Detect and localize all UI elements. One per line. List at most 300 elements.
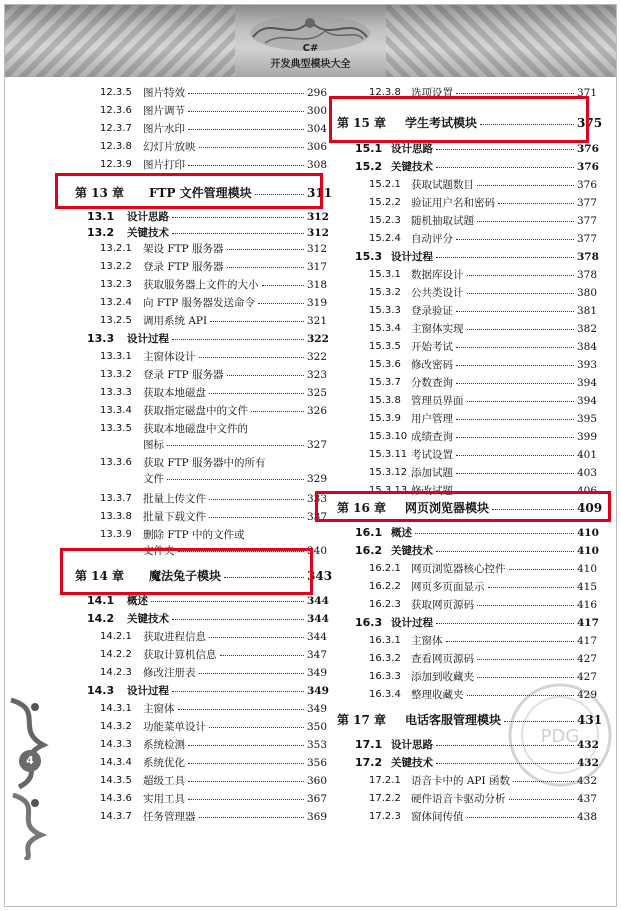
toc-entry-left-38 [100, 791, 335, 807]
toc-title: 网页浏览器模块 [405, 501, 490, 515]
toc-page-number: 377 [577, 233, 598, 245]
toc-number: 14.3.1 [100, 703, 132, 714]
toc-entry-left-16 [100, 385, 335, 401]
toc-leader-dots [436, 149, 574, 150]
toc-page-number: 304 [307, 123, 328, 135]
toc-title: 学生考试模块 [405, 116, 478, 130]
toc-leader-dots [188, 111, 304, 112]
toc-entry-left-3 [100, 139, 335, 155]
toc-entry-right-28 [355, 615, 605, 631]
toc-leader-dots [477, 185, 574, 186]
toc-page-number: 416 [577, 599, 598, 611]
toc-page-number: 300 [307, 105, 328, 117]
toc-leader-dots [188, 799, 304, 800]
toc-title: 窗体间传值 [411, 811, 464, 823]
toc-title: 分数查询 [411, 377, 453, 389]
toc-page-number: 406 [577, 485, 598, 497]
toc-title: 魔法兔子模块 [149, 569, 222, 583]
toc-entry-left-37 [100, 773, 335, 789]
header-title-csharp: C# [302, 43, 319, 54]
toc-number: 14.3.4 [100, 757, 132, 768]
toc-page-number: 306 [307, 141, 328, 153]
toc-title: 验证用户名和密码 [411, 197, 495, 209]
toc-page-number: 377 [577, 215, 598, 227]
toc-number: 13.3.3 [100, 387, 132, 398]
toc-leader-dots [227, 375, 304, 376]
toc-leader-dots [456, 239, 574, 240]
toc-entry-right-26 [369, 579, 605, 595]
toc-leader-dots [227, 249, 304, 250]
toc-page-number: 427 [577, 653, 598, 665]
toc-title: 选项设置 [411, 87, 453, 99]
toc-page-number: 349 [307, 667, 328, 679]
toc-leader-dots [467, 401, 575, 402]
toc-leader-dots [488, 587, 575, 588]
toc-leader-dots [172, 339, 304, 340]
toc-leader-dots [456, 383, 574, 384]
toc-title: 用户管理 [411, 413, 453, 425]
toc-page-number: 417 [577, 617, 599, 629]
toc-number: 14.2.3 [100, 667, 132, 678]
toc-entry-left-18 [100, 421, 335, 437]
toc-page-number: 311 [307, 186, 333, 200]
toc-title: 幻灯片放映 [143, 141, 196, 153]
toc-title: 调用系统 API [143, 315, 208, 327]
toc-number: 16.2 [355, 544, 383, 557]
toc-entry-left-0 [100, 85, 335, 101]
toc-number: 15.3.9 [369, 413, 401, 424]
toc-page-number: 417 [577, 635, 598, 647]
toc-number: 13.2.4 [100, 297, 132, 308]
toc-number: 13.3.7 [100, 493, 132, 504]
toc-entry-left-17 [100, 403, 335, 419]
toc-leader-dots [172, 233, 304, 234]
toc-title: 批量上传文件 [143, 493, 206, 505]
toc-page-number: 382 [577, 323, 598, 335]
toc-title: 主窗体实现 [411, 323, 464, 335]
toc-page-number: 353 [307, 739, 328, 751]
toc-number: 13.3.6 [100, 457, 132, 468]
toc-title: 系统检测 [143, 739, 185, 751]
toc-page-number: 415 [577, 581, 598, 593]
toc-leader-dots [477, 659, 574, 660]
toc-title: 关键技术 [391, 757, 433, 769]
toc-page-number: 410 [577, 527, 599, 539]
toc-page-number: 431 [577, 713, 603, 727]
toc-leader-dots [188, 763, 304, 764]
toc-number: 13.3.2 [100, 369, 132, 380]
toc-page-number: 356 [307, 757, 328, 769]
toc-leader-dots [415, 533, 574, 534]
toc-entry-left-22 [100, 491, 335, 507]
toc-leader-dots [188, 93, 304, 94]
toc-leader-dots [513, 781, 574, 782]
toc-number: 14.3.3 [100, 739, 132, 750]
toc-number: 14.2.2 [100, 649, 132, 660]
toc-leader-dots [456, 347, 574, 348]
toc-entry-right-20 [369, 465, 605, 481]
toc-title: 设计过程 [391, 251, 433, 263]
toc-entry-left-27 [87, 593, 335, 609]
toc-entry-right-13 [369, 339, 605, 355]
toc-title: 获取计算机信息 [143, 649, 217, 661]
toc-title: 图标 [143, 439, 164, 451]
toc-number: 13.1 [87, 210, 115, 223]
toc-title: 管理员界面 [411, 395, 464, 407]
toc-number: 15.3.5 [369, 341, 401, 352]
toc-leader-dots [262, 285, 305, 286]
toc-leader-dots [167, 479, 304, 480]
toc-number: 15.3.3 [369, 305, 401, 316]
toc-title: 功能菜单设计 [143, 721, 206, 733]
toc-entry-left-14 [100, 349, 335, 365]
toc-page-number: 322 [307, 351, 328, 363]
toc-leader-dots [456, 455, 574, 456]
toc-title: 获取本地磁盘 [143, 387, 206, 399]
toc-entry-left-23 [100, 509, 335, 525]
toc-page-number: 395 [577, 413, 598, 425]
toc-page-number: 326 [307, 405, 328, 417]
toc-entry-left-20 [100, 455, 335, 471]
toc-leader-dots [210, 321, 304, 322]
toc-entry-left-12 [100, 313, 335, 329]
toc-leader-dots [172, 691, 304, 692]
toc-entry-right-8 [355, 249, 605, 265]
toc-entry-right-32 [369, 687, 605, 703]
toc-title: 设计过程 [391, 617, 433, 629]
toc-leader-dots [498, 203, 574, 204]
toc-page-number: 344 [307, 631, 328, 643]
toc-title: 修改密码 [411, 359, 453, 371]
toc-number: 15.3.6 [369, 359, 401, 370]
toc-page-number: 427 [577, 671, 598, 683]
toc-entry-left-21 [100, 471, 335, 487]
toc-leader-dots [456, 437, 574, 438]
toc-leader-dots [188, 781, 304, 782]
toc-number: 13.2 [87, 226, 115, 239]
toc-title: 获取网页源码 [411, 599, 474, 611]
toc-number: 15.3.4 [369, 323, 401, 334]
toc-entry-left-8 [100, 241, 335, 257]
toc-page-number: 344 [307, 595, 329, 607]
toc-leader-dots [436, 551, 574, 552]
toc-number: 16.3.4 [369, 689, 401, 700]
toc-page-number: 360 [307, 775, 328, 787]
toc-number: 15.3.1 [369, 269, 401, 280]
toc-leader-dots [446, 641, 575, 642]
toc-title: 批量下载文件 [143, 511, 206, 523]
toc-entry-right-36 [369, 773, 605, 789]
toc-page-number: 376 [577, 179, 598, 191]
toc-title: 关键技术 [127, 227, 169, 239]
toc-title: FTP 文件管理模块 [149, 186, 252, 200]
page-number-badge: 4 [19, 750, 41, 772]
toc-number: 14.3.5 [100, 775, 132, 786]
toc-number: 12.3.6 [100, 105, 132, 116]
toc-entry-left-28 [87, 611, 335, 627]
toc-leader-dots [258, 303, 304, 304]
toc-page-number: 410 [577, 545, 599, 557]
highlight-box-chapter-14 [60, 548, 313, 595]
toc-entry-left-34 [100, 719, 335, 735]
toc-title: 实用工具 [143, 793, 185, 805]
toc-title: 登录验证 [411, 305, 453, 317]
toc-number: 14.1 [87, 594, 115, 607]
toc-page-number: 327 [307, 439, 328, 451]
toc-leader-dots [477, 677, 574, 678]
toc-leader-dots [467, 293, 575, 294]
toc-leader-dots [172, 217, 304, 218]
toc-entry-left-6 [87, 209, 335, 225]
toc-number: 第 14 章 [75, 569, 125, 583]
toc-number: 15.3 [355, 250, 383, 263]
toc-page-number: 432 [577, 739, 599, 751]
toc-leader-dots [209, 499, 304, 500]
toc-number: 13.3.1 [100, 351, 132, 362]
toc-leader-dots [456, 311, 574, 312]
toc-page-number: 403 [577, 467, 598, 479]
toc-title: 任务管理器 [143, 811, 196, 823]
toc-title: 修改注册表 [143, 667, 196, 679]
toc-page-number: 322 [307, 333, 329, 345]
toc-title: 修改试题 [411, 485, 453, 497]
toc-title: 设计过程 [127, 333, 169, 345]
toc-leader-dots [456, 365, 574, 366]
toc-title: 删除 FTP 中的文件或 [143, 529, 245, 541]
toc-title: 成绩查询 [411, 431, 453, 443]
toc-page-number: 429 [577, 689, 598, 701]
toc-page-number: 333 [307, 493, 328, 505]
toc-leader-dots [220, 655, 305, 656]
toc-page-number: 323 [307, 369, 328, 381]
toc-page-number: 367 [307, 793, 328, 805]
toc-leader-dots [188, 745, 304, 746]
toc-number: 第 13 章 [75, 186, 125, 200]
toc-leader-dots [209, 393, 304, 394]
toc-page-number: 296 [307, 87, 328, 99]
toc-entry-left-2 [100, 121, 335, 137]
toc-leader-dots [251, 411, 304, 412]
toc-entry-left-13 [87, 331, 335, 347]
toc-leader-dots [436, 257, 574, 258]
toc-leader-dots [456, 473, 574, 474]
toc-number: 13.3.4 [100, 405, 132, 416]
toc-entry-right-5 [369, 195, 605, 211]
toc-leader-dots [199, 357, 305, 358]
toc-entry-left-24 [100, 527, 335, 543]
toc-leader-dots [167, 445, 304, 446]
toc-title: 获取服务器上文件的大小 [143, 279, 259, 291]
toc-page-number: 350 [307, 721, 328, 733]
toc-leader-dots [199, 147, 305, 148]
toc-entry-right-31 [369, 669, 605, 685]
toc-page-number: 401 [577, 449, 598, 461]
toc-entry-right-4 [369, 177, 605, 193]
toc-entry-right-10 [369, 285, 605, 301]
toc-entry-left-19 [100, 437, 335, 453]
toc-title: 自动评分 [411, 233, 453, 245]
toc-title: 添加试题 [411, 467, 453, 479]
toc-page-number: 319 [307, 297, 328, 309]
toc-page-number: 369 [307, 811, 328, 823]
toc-page-number: 394 [577, 395, 598, 407]
toc-title: 主窗体 [143, 703, 175, 715]
toc-number: 15.3.10 [369, 431, 408, 442]
toc-entry-right-18 [369, 429, 605, 445]
toc-number: 15.2.4 [369, 233, 401, 244]
toc-leader-dots [178, 709, 305, 710]
toc-number: 15.2 [355, 160, 383, 173]
toc-leader-dots [151, 601, 304, 602]
toc-page-number: 378 [577, 269, 598, 281]
toc-title: 超级工具 [143, 775, 185, 787]
toc-number: 16.3.3 [369, 671, 401, 682]
toc-title: 概述 [127, 595, 148, 607]
toc-leader-dots [456, 419, 574, 420]
toc-number: 14.2 [87, 612, 115, 625]
toc-title: 图片特效 [143, 87, 185, 99]
toc-title: 设计思路 [127, 211, 169, 223]
toc-number: 17.1 [355, 738, 383, 751]
highlight-box-chapter-16 [315, 491, 611, 522]
toc-entry-left-30 [100, 647, 335, 663]
toc-title: 登录 FTP 服务器 [143, 261, 224, 273]
toc-number: 第 17 章 [337, 713, 387, 727]
toc-page-number: 318 [307, 279, 328, 291]
toc-number: 17.2.3 [369, 811, 401, 822]
toc-number: 15.2.1 [369, 179, 401, 190]
toc-number: 16.2.2 [369, 581, 401, 592]
toc-leader-dots [467, 695, 575, 696]
toc-title: 关键技术 [391, 161, 433, 173]
toc-number: 13.2.2 [100, 261, 132, 272]
toc-number: 12.3.5 [100, 87, 132, 98]
toc-entry-right-16 [369, 393, 605, 409]
toc-page-number: 393 [577, 359, 598, 371]
toc-number: 第 15 章 [337, 116, 387, 130]
toc-title: 关键技术 [127, 613, 169, 625]
toc-number: 15.3.8 [369, 395, 401, 406]
toc-page-number: 325 [307, 387, 328, 399]
toc-page-number: 308 [307, 159, 328, 171]
toc-number: 12.3.8 [100, 141, 132, 152]
toc-page-number: 380 [577, 287, 598, 299]
toc-page-number: 344 [307, 613, 329, 625]
toc-title: 图片打印 [143, 159, 185, 171]
toc-title: 考试设置 [411, 449, 453, 461]
toc-title: 主窗体 [411, 635, 443, 647]
toc-leader-dots [477, 605, 574, 606]
toc-entry-left-36 [100, 755, 335, 771]
toc-title: 概述 [391, 527, 412, 539]
toc-leader-dots [436, 167, 574, 168]
toc-title: 文件夹 [143, 545, 175, 557]
toc-number: 17.2.1 [369, 775, 401, 786]
toc-entry-left-31 [100, 665, 335, 681]
toc-page-number: 438 [577, 811, 598, 823]
toc-leader-dots [509, 569, 575, 570]
toc-page-number: 394 [577, 377, 598, 389]
toc-leader-dots [209, 637, 304, 638]
highlight-box-chapter-13 [55, 173, 323, 209]
toc-entry-right-7 [369, 231, 605, 247]
toc-title: 获取进程信息 [143, 631, 206, 643]
toc-entry-right-2 [355, 141, 605, 157]
toc-number: 13.2.1 [100, 243, 132, 254]
toc-title: 设计思路 [391, 143, 433, 155]
toc-entry-left-10 [100, 277, 335, 293]
page-header-banner [5, 5, 616, 77]
toc-title: 系统优化 [143, 757, 185, 769]
toc-page-number: 347 [307, 649, 328, 661]
toc-number: 16.3.2 [369, 653, 401, 664]
toc-title: 设计过程 [127, 685, 169, 697]
toc-page-number: 399 [577, 431, 598, 443]
toc-number: 16.2.1 [369, 563, 401, 574]
toc-title: 关键技术 [391, 545, 433, 557]
toc-page-number: 381 [577, 305, 598, 317]
toc-leader-dots [172, 619, 304, 620]
toc-number: 14.3 [87, 684, 115, 697]
toc-number: 15.3.2 [369, 287, 401, 298]
toc-entry-left-15 [100, 367, 335, 383]
toc-title: 公共类设计 [411, 287, 464, 299]
toc-title: 开始考试 [411, 341, 453, 353]
toc-number: 15.3.7 [369, 377, 401, 388]
toc-title: 数据库设计 [411, 269, 464, 281]
toc-entry-left-33 [100, 701, 335, 717]
toc-page-number: 312 [307, 227, 329, 239]
toc-title: 向 FTP 服务器发送命令 [143, 297, 256, 309]
toc-leader-dots [209, 517, 304, 518]
toc-page-number: 317 [307, 261, 328, 273]
toc-leader-dots [436, 745, 574, 746]
toc-leader-dots [456, 93, 574, 94]
toc-number: 16.1 [355, 526, 383, 539]
header-title-book: 开发典型模块大全 [270, 59, 351, 70]
toc-title: 架设 FTP 服务器 [143, 243, 224, 255]
toc-title: 获取 FTP 服务器中的所有 [143, 457, 266, 469]
toc-entry-right-30 [369, 651, 605, 667]
toc-leader-dots [188, 165, 304, 166]
toc-number: 14.3.2 [100, 721, 132, 732]
toc-number: 15.3.13 [369, 485, 408, 496]
toc-entry-right-33 [337, 710, 605, 730]
toc-number: 13.3.9 [100, 529, 132, 540]
toc-page-number: 329 [307, 473, 328, 485]
toc-number: 16.3 [355, 616, 383, 629]
toc-entry-left-9 [100, 259, 335, 275]
toc-title: 网页多页面显示 [411, 581, 485, 593]
toc-leader-dots [467, 275, 575, 276]
toc-entry-right-35 [355, 755, 605, 771]
toc-page-number: 349 [307, 703, 328, 715]
toc-entry-left-35 [100, 737, 335, 753]
toc-entry-left-7 [87, 225, 335, 241]
toc-page-number: 349 [307, 685, 329, 697]
toc-entry-right-27 [369, 597, 605, 613]
watermark-text: PDG [540, 726, 580, 747]
toc-entry-right-12 [369, 321, 605, 337]
toc-number: 15.1 [355, 142, 383, 155]
toc-number: 16.3.1 [369, 635, 401, 646]
toc-number: 14.2.1 [100, 631, 132, 642]
toc-number: 17.2 [355, 756, 383, 769]
toc-page-number: 384 [577, 341, 598, 353]
toc-entry-left-32 [87, 683, 335, 699]
toc-page-number: 376 [577, 161, 599, 173]
toc-entry-right-29 [369, 633, 605, 649]
